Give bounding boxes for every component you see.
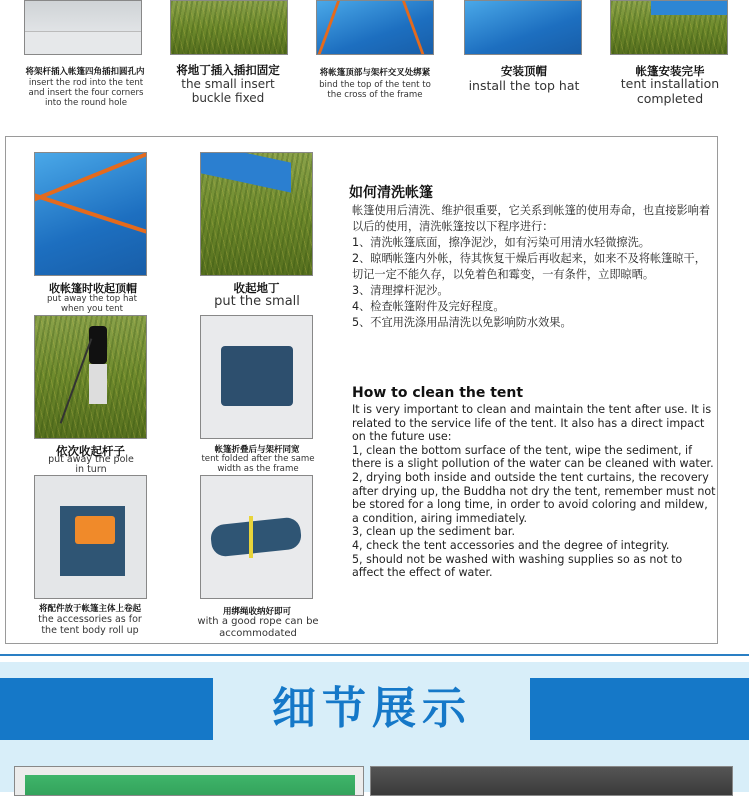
photo-ground-stake xyxy=(170,0,288,55)
step-1-cn: 将架杆插入帐篷四角插扣圆孔内 xyxy=(25,67,145,77)
clean-cn-step-4: 4、检查帐篷附件及完好程度。 xyxy=(352,300,505,313)
section-divider xyxy=(0,654,749,656)
photo-remove-top-hat xyxy=(34,152,147,276)
clean-cn-intro: 帐篷使用后清洗、维护很重要，它关系到帐篷的使用寿命，也直接影响着以后的使用，清洗帐篷按以下程序进行： xyxy=(352,204,711,233)
photo-insert-rod xyxy=(24,0,142,55)
photo-remove-stakes xyxy=(200,152,313,276)
step-3-en: bind the top of the tent to the cross of the frame xyxy=(319,80,431,101)
photo-top-hat xyxy=(464,0,582,55)
step-1-en: insert the rod into the tent and insert the four corners into the round hole xyxy=(28,78,144,109)
step-3-cn: 将帐篷顶部与架杆交叉处绑紧 xyxy=(319,68,431,78)
photo-tent-complete xyxy=(610,0,728,55)
clean-body-en xyxy=(352,403,717,580)
photo-bind-top xyxy=(316,0,434,55)
clean-cn-step-2: 2、晾晒帐篷内外帐，待其恢复干燥后再收起来，如来不及将帐篷晾干，切记一定不能久存，以免着色和霉变，一有条件，立即晾晒。 xyxy=(352,252,706,281)
photo-roll-accessories xyxy=(34,475,147,599)
clean-en-step-4: 4, check the tent accessories and the degree of integrity. xyxy=(352,538,670,552)
fold-1-en: put away the top hat when you tent xyxy=(46,294,138,315)
step-4-cn: 安装顶帽 xyxy=(501,64,547,78)
banner-bar-right xyxy=(530,678,749,740)
banner-bar-left xyxy=(0,678,213,740)
photo-remove-poles xyxy=(34,315,147,439)
step-2-cn: 将地丁插入插扣固定 xyxy=(176,63,280,77)
clean-en-step-5: 5, should not be washed with washing supplies so as not to affect the effect of water. xyxy=(352,552,683,580)
clean-cn-step-5: 5、不宜用洗涤用品清洗以免影响防水效果。 xyxy=(352,316,572,329)
fold-5-en: the accessories as for the tent body roll up xyxy=(38,614,142,637)
fold-3-cn: 依次收起杆子 xyxy=(56,444,125,458)
fold-5-cn: 将配件放于帐篷主体上卷起 xyxy=(38,604,141,614)
fold-4-cn: 帐篷折叠后与架杆同宽 xyxy=(214,445,300,455)
fold-4-en: tent folded after the same width as the frame xyxy=(201,454,315,475)
clean-en-step-1: 1, clean the bottom surface of the tent, wipe the sediment, if there is a slight pollution of the water can be cleaned with water. xyxy=(352,443,714,471)
step-5-en: tent installation completed xyxy=(620,76,720,106)
fold-3-en: put away the pole in turn xyxy=(48,454,134,475)
fold-6-cn: 用绑绳收纳好即可 xyxy=(222,607,291,617)
clean-cn-step-1: 1、清洗帐篷底面，擦净泥沙，如有污染可用清水轻微擦洗。 xyxy=(352,236,650,249)
clean-body-cn xyxy=(352,203,717,331)
clean-title-en: How to clean the tent xyxy=(352,385,524,401)
step-4-en: install the top hat xyxy=(468,78,580,93)
photo-folded-tent xyxy=(200,315,313,439)
fold-6-en: with a good rope can be accommodated xyxy=(197,616,319,639)
clean-en-intro: It is very important to clean and maintain the tent after use. It is related to the service life of the tent. It also has a direct impact on the future use: xyxy=(352,403,712,444)
fold-1-cn: 收帐篷时收起顶帽 xyxy=(49,282,137,295)
clean-cn-step-3: 3、清理撑杆泥沙。 xyxy=(352,284,449,297)
fold-2-en: put the small xyxy=(214,294,300,309)
clean-en-step-3: 3, clean up the sediment bar. xyxy=(352,525,515,539)
clean-en-step-2: 2, drying both inside and outside the tent curtains, the recovery after drying up, the Buddha not dry the tent, remember must not be stored for a long time, in order to avoid coloring and mildew, a condition, airing immediately. xyxy=(352,470,716,525)
photo-rope-packed xyxy=(200,475,313,599)
clean-title-cn: 如何清洗帐篷 xyxy=(349,185,433,201)
detail-banner-title: 细节展示 xyxy=(272,683,472,734)
step-5-cn: 帐篷安装完毕 xyxy=(635,64,705,78)
step-2-en: the small insert buckle fixed xyxy=(181,77,275,106)
fold-2-cn: 收起地丁 xyxy=(233,281,280,295)
